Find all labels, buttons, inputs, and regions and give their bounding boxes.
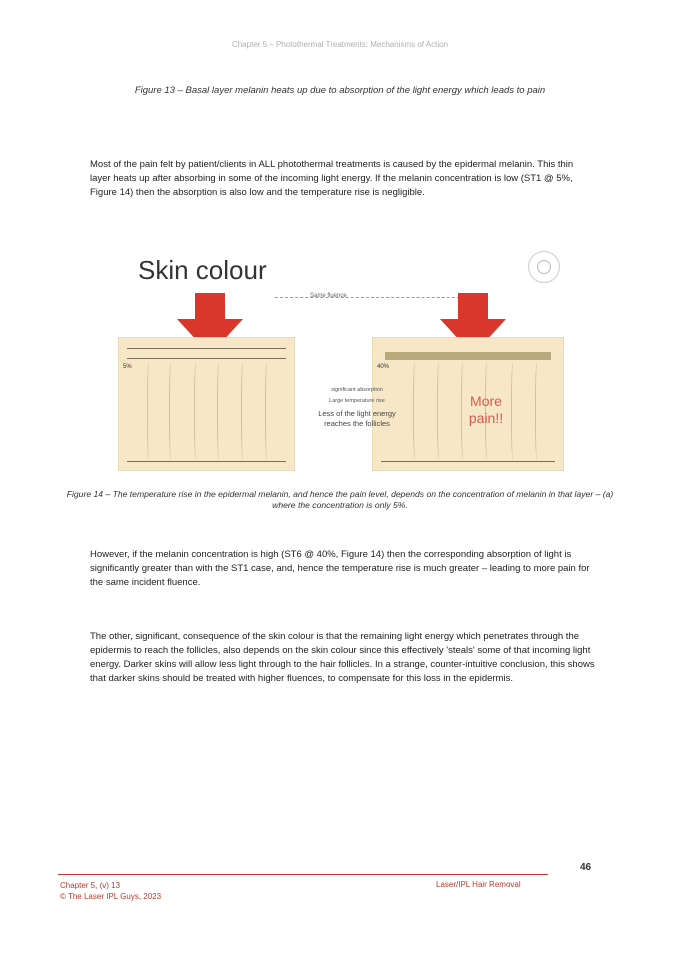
same-fluence-label: Same fluence [310,293,347,299]
paragraph-3: The other, significant, consequence of the skin colour is that the remaining light energy which penetrates through the epidermis to reach the follicles, also depends on the skin colour since this effectively 'steals' some of that incoming light energy. Darker skins will allow less light through to the hair follicles. In a strange, counter-intuitive conclusion, this shows that darker skins should be treated with higher fluences, to compensate for this loss in the epidermis. [90,631,595,684]
figure-title: Skin colour [138,255,267,285]
less-light-label: Less of the light energy reaches the follicles [318,409,396,428]
skin-panel-light [118,337,295,471]
footer-chapter: Chapter 5, (v) 13 [60,881,121,890]
dermis-line [381,461,555,462]
hair-follicle [194,362,199,460]
figure-14-caption: Figure 14 – The temperature rise in the epidermal melanin, and hence the pain level, depends on the concentration of melanin in that layer – (a) where the concentration is only 5%. [66,489,614,510]
temperature-label: Large temperature rise [329,398,385,404]
hair-follicle [265,362,270,460]
epidermis-line [127,358,286,359]
hair-follicle [241,362,246,460]
footer-title: Laser/IPL Hair Removal [436,880,521,889]
running-header: Chapter 5 – Photothermal Treatments: Mechanisms of Action [231,40,449,49]
concentration-label-right: 40% [377,364,390,370]
footer-copyright: © The Laser IPL Guys, 2023 [60,892,162,901]
more-pain-label: More pain!! [468,393,504,426]
hair-follicle [535,362,540,460]
footer-divider [58,874,548,875]
hair-follicle [437,362,442,460]
absorption-label: significant absorption [331,387,383,393]
connector-line [275,297,465,298]
concentration-label-left: 5% [123,364,132,370]
surface-line [127,348,286,349]
logo-icon [528,251,560,283]
page-number: 46 [580,862,592,873]
melanin-band [385,352,551,360]
dermis-line [127,461,286,462]
hair-follicle [169,362,174,460]
hair-follicle [147,362,152,460]
paragraph-1: Most of the pain felt by patient/clients in ALL photothermal treatments is caused by the epidermal melanin. This thin layer heats up after absorbing in some of the incoming light energy. If the melanin concentration is low (ST1 @ 5%, Figure 14) then the absorption is also low and the temperature rise is negligible. [90,159,574,198]
figure-13-caption: Figure 13 – Basal layer melanin heats up due to absorption of the light energy which leads to pain [134,85,546,96]
paragraph-2: However, if the melanin concentration is high (ST6 @ 40%, Figure 14) then the corresponding absorption of light is significantly greater than with the ST1 case, and, hence the temperature rise is much greater – leading to more pain for the same incident fluence. [90,549,590,588]
footer-left [60,880,161,902]
figure-14 [110,245,580,485]
middle-annotations [292,385,422,429]
hair-follicle [217,362,222,460]
